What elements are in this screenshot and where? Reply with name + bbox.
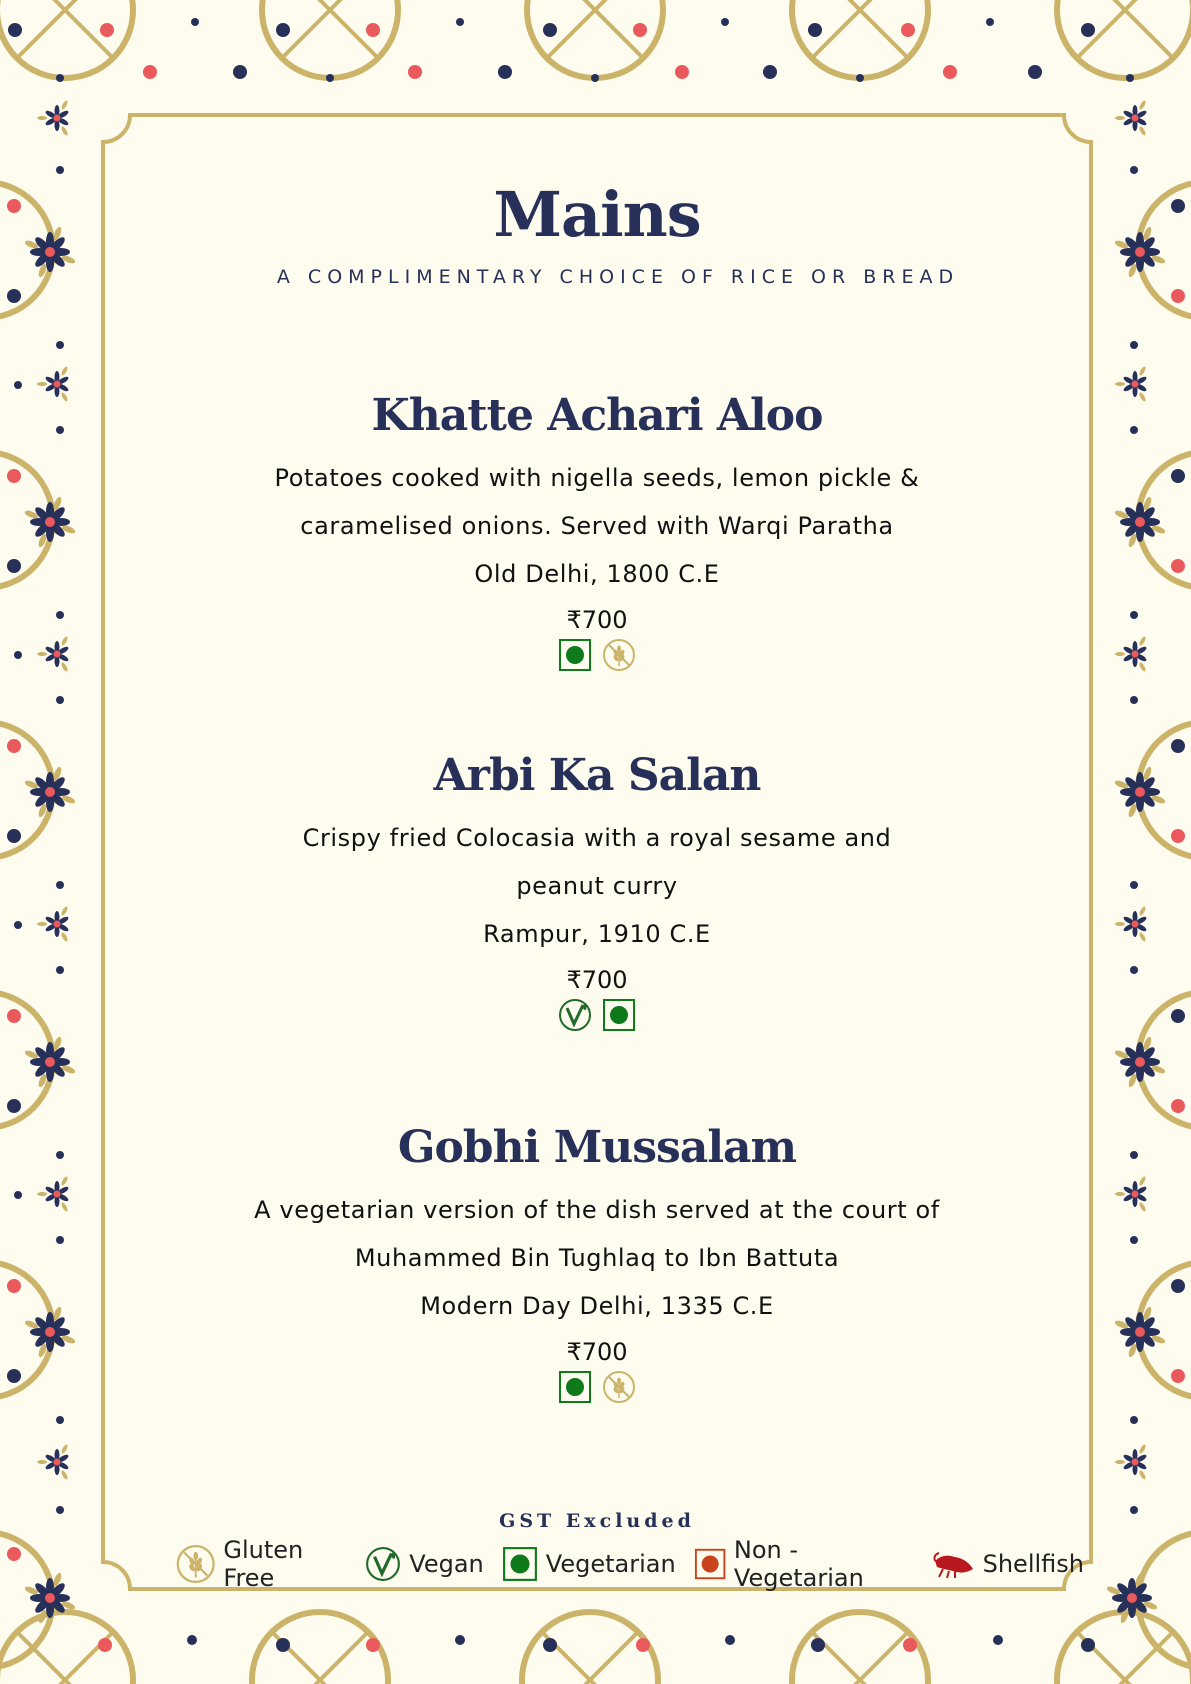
gluten-free-icon	[602, 1370, 636, 1404]
dish-badges	[100, 998, 1094, 1034]
dish-description: Muhammed Bin Tughlaq to Ibn Battuta	[354, 1244, 840, 1272]
dish-description: peanut curry	[516, 872, 678, 900]
vegetarian-icon	[502, 1546, 538, 1582]
dish-origin: Modern Day Delhi, 1335 C.E	[420, 1292, 774, 1320]
dish-description: A vegetarian version of the dish served at the court of	[254, 1196, 940, 1224]
legend-label: Gluten Free	[223, 1536, 304, 1592]
tax-note: GST Excluded	[499, 1510, 695, 1532]
dish-origin: Old Delhi, 1800 C.E	[474, 560, 720, 588]
menu-panel	[100, 112, 1094, 1592]
vegan-icon	[365, 1546, 401, 1582]
shellfish-icon	[933, 1549, 975, 1579]
dish-badges	[100, 1370, 1094, 1406]
dish-origin: Rampur, 1910 C.E	[483, 920, 711, 948]
gluten-free-icon	[602, 638, 636, 672]
dish-item	[100, 1122, 1094, 1406]
legend-label: Shellfish	[982, 1550, 1084, 1578]
legend-item-gluten-free	[176, 1536, 347, 1592]
legend-item-vegan	[365, 1546, 483, 1582]
dish-price: ₹700	[566, 606, 628, 634]
legend-label: Vegetarian	[545, 1550, 676, 1578]
legend-label: Non - Vegetarian	[733, 1536, 864, 1592]
non-vegetarian-icon	[694, 1546, 726, 1582]
dish-price: ₹700	[566, 1338, 628, 1366]
gluten-free-icon	[176, 1542, 215, 1586]
dish-item	[100, 390, 1094, 674]
dish-name: Gobhi Mussalam	[397, 1122, 797, 1173]
dish-name: Arbi Ka Salan	[433, 750, 761, 801]
vegetarian-icon	[602, 998, 636, 1032]
dish-name: Khatte Achari Aloo	[371, 390, 823, 441]
dish-description: Crispy fried Colocasia with a royal sesame and	[302, 824, 892, 852]
dish-description: caramelised onions. Served with Warqi Paratha	[300, 512, 894, 540]
legend-label: Vegan	[409, 1550, 484, 1578]
page-title: Mains	[493, 178, 701, 251]
dietary-legend	[176, 1536, 1094, 1592]
legend-item-vegetarian	[502, 1546, 676, 1582]
dish-item	[100, 750, 1094, 1034]
dish-badges	[100, 638, 1094, 674]
dish-price: ₹700	[566, 966, 628, 994]
vegan-icon	[558, 998, 592, 1032]
legend-item-non-vegetarian	[694, 1536, 915, 1592]
dish-description: Potatoes cooked with nigella seeds, lemon pickle &	[274, 464, 920, 492]
page-subtitle: A COMPLIMENTARY CHOICE OF RICE OR BREAD	[276, 266, 960, 288]
vegetarian-icon	[558, 638, 592, 672]
vegetarian-icon	[558, 1370, 592, 1404]
legend-item-shellfish	[933, 1549, 1084, 1579]
